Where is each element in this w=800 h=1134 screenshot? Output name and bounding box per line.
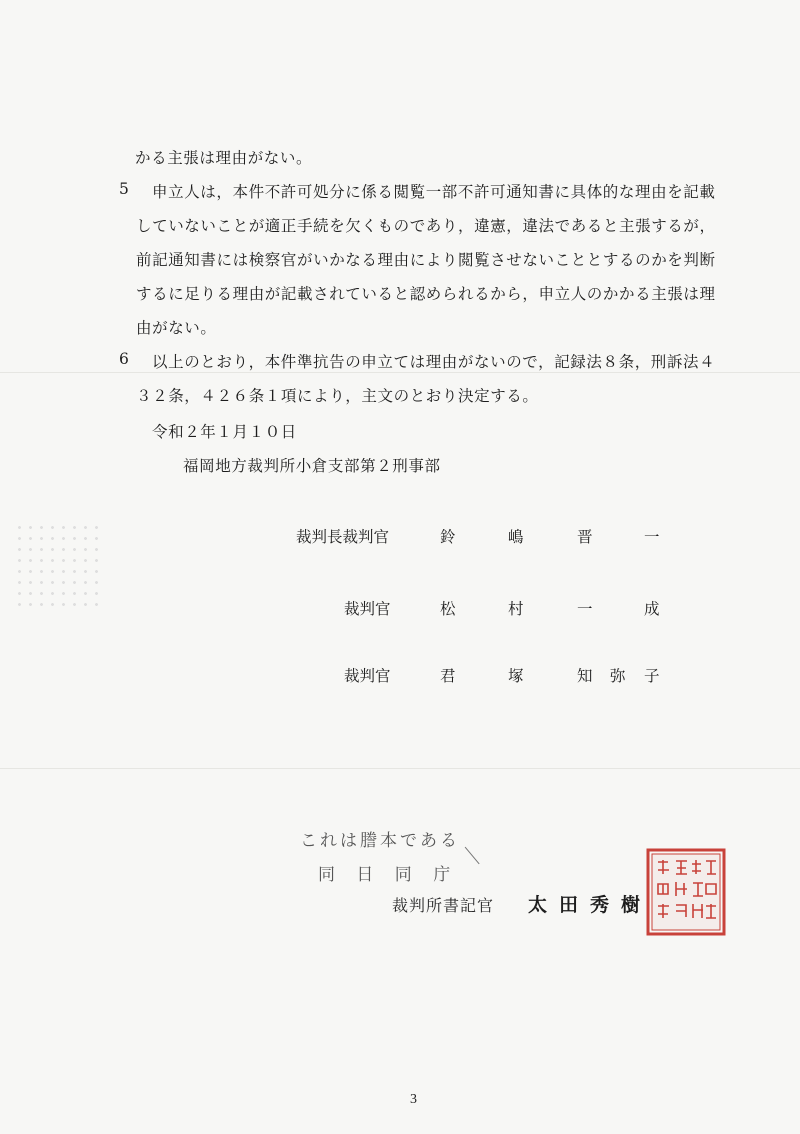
judge-title: 裁判官 [344, 667, 391, 685]
judge-name-char: 塚 [508, 667, 524, 685]
page-number: 3 [410, 1092, 417, 1107]
decision-date: 令和２年１月１０日 [152, 423, 297, 441]
associate-judge-1 [0, 597, 800, 621]
body-line-1: かる主張は理由がない。 [135, 149, 313, 167]
body-line-5: するに足りる理由が記載されていると認められるから，申立人のかかる主張は理 [136, 285, 716, 303]
same-day-stamp: 同 日 同 庁 [318, 865, 459, 885]
presiding-judge [0, 525, 800, 549]
pen-stroke [465, 838, 491, 864]
judge-name-char: 成 [644, 600, 660, 618]
judge-name-char: 嶋 [508, 528, 524, 546]
judge-name-char: 鈴 [440, 528, 456, 546]
body-line-2: 申立人は，本件不許可処分に係る閲覧一部不許可通知書に具体的な理由を記載 [152, 183, 716, 201]
item-number-5: 5 [119, 180, 129, 198]
fold-line [0, 768, 800, 769]
item-number-6: 6 [119, 350, 129, 368]
associate-judge-2 [0, 664, 800, 688]
fold-line [0, 372, 800, 373]
body-line-6: 由がない。 [136, 319, 217, 337]
body-line-3: していないことが適正手続を欠くものであり，違憲，違法であると主張するが， [136, 217, 716, 235]
judge-name-char: 一 [577, 600, 593, 618]
judge-name-char: 君 [440, 667, 456, 685]
judge-name-char: 子 [644, 667, 660, 685]
body-line-4: 前記通知書には検察官がいかなる理由により閲覧させないこととするのかを判断 [136, 251, 716, 269]
certification-statement: これは謄本である [300, 831, 460, 851]
body-line-7: 以上のとおり，本件準抗告の申立ては理由がないので，記録法８条，刑訴法４ [152, 353, 716, 371]
judge-name-char: 一 [644, 528, 660, 546]
judge-name-char: 晋 [577, 528, 593, 546]
judge-name-char: 知 [577, 667, 593, 685]
judge-title: 裁判長裁判官 [296, 528, 390, 546]
judge-name-char: 弥 [610, 667, 626, 685]
court-name: 福岡地方裁判所小倉支部第２刑事部 [183, 457, 441, 475]
judge-name-char: 松 [440, 600, 456, 618]
clerk-title: 裁判所書記官 [392, 896, 495, 915]
body-line-8: ３２条，４２６条１項により，主文のとおり決定する。 [136, 387, 539, 405]
judge-name-char: 村 [508, 600, 524, 618]
clerk-name: 太田秀樹 [528, 894, 653, 916]
judge-title: 裁判官 [344, 600, 391, 618]
official-seal-icon [646, 848, 726, 936]
